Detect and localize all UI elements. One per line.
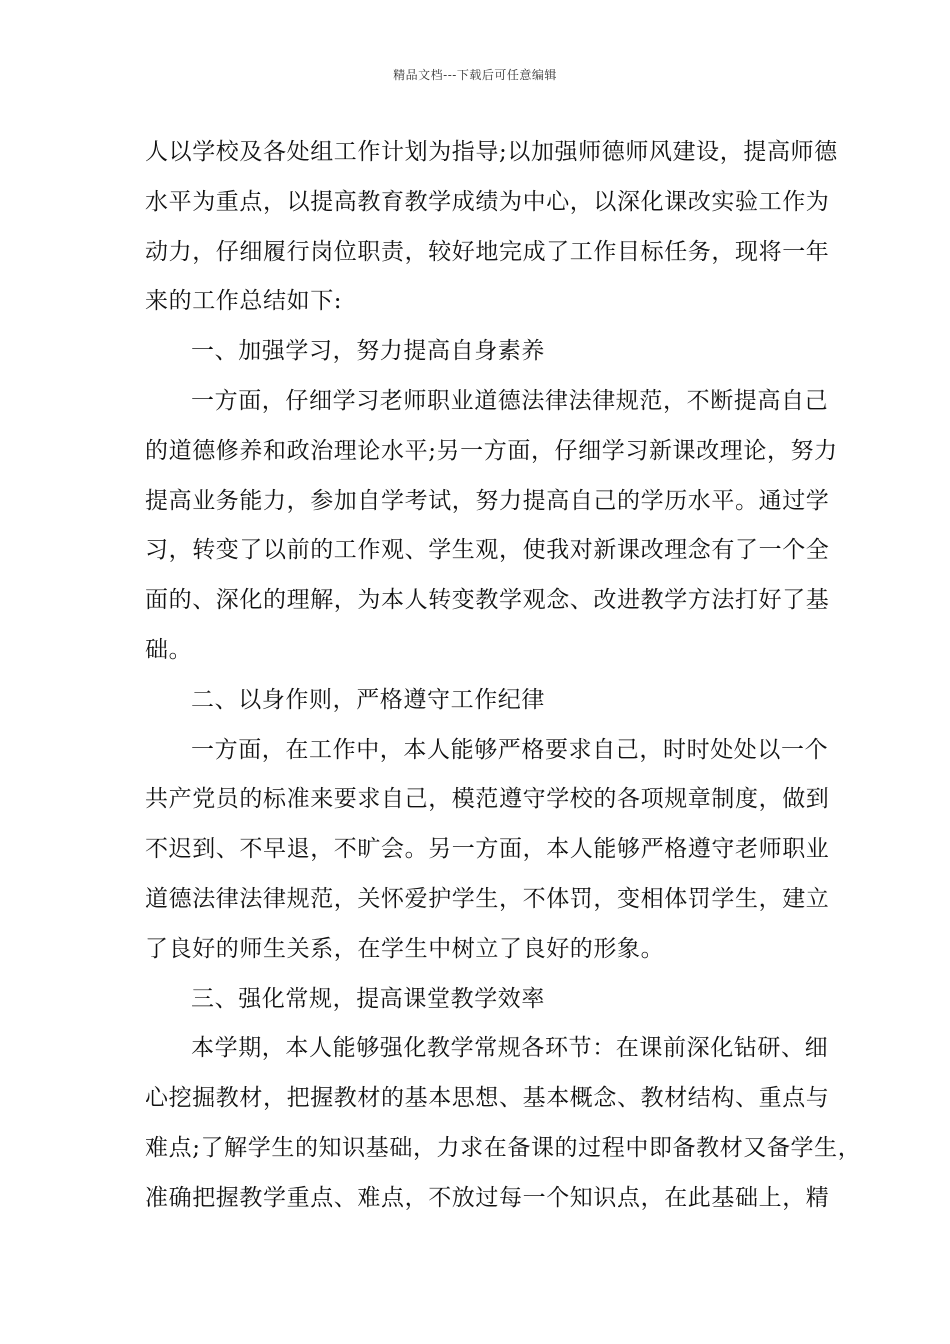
text-line: 来的工作总结如下: (145, 288, 343, 315)
section-heading: 一、加强学习，努力提高自身素养 (191, 338, 545, 365)
text-line: 习，转变了以前的工作观、学生观，使我对新课改理念有了一个全 (145, 537, 830, 564)
page-header: 精品文档---下载后可任意编辑 (393, 68, 557, 82)
text-line: 础。 (145, 636, 193, 663)
text-line: 动力，仔细履行岗位职责，较好地完成了工作目标任务，现将一年 (145, 238, 830, 265)
text-line: 了良好的师生关系，在学生中树立了良好的形象。 (145, 935, 665, 962)
text-line: 心挖掘教材，把握教材的基本思想、基本概念、教材结构、重点与 (145, 1085, 830, 1112)
text-line: 人以学校及各处组工作计划为指导;以加强师德师风建设，提高师德 (145, 139, 838, 165)
text-line: 准确把握教学重点、难点，不放过每一个知识点，在此基础上，精 (145, 1184, 830, 1211)
section-heading: 三、强化常规，提高课堂教学效率 (191, 985, 545, 1012)
text-line: 水平为重点，以提高教育教学成绩为中心，以深化课改实验工作为 (145, 188, 830, 215)
text-line: 本学期，本人能够强化教学常规各环节：在课前深化钻研、细 (191, 1035, 829, 1062)
text-line: 面的、深化的理解，为本人转变教学观念、改进教学方法打好了基 (145, 587, 830, 614)
text-line: 一方面，仔细学习老师职业道德法律法律规范，不断提高自己 (191, 387, 829, 414)
document-body (145, 128, 862, 1224)
text-line: 难点;了解学生的知识基础，力求在备课的过程中即备教材又备学生， (145, 1134, 862, 1161)
text-line: 共产党员的标准来要求自己，模范遵守学校的各项规章制度，做到 (145, 786, 830, 813)
text-line: 的道德修养和政治理论水平;另一方面，仔细学习新课改理论，努力 (145, 437, 838, 464)
text-line: 不迟到、不早退，不旷会。另一方面，本人能够严格遵守老师职业 (145, 836, 830, 863)
text-line: 一方面，在工作中，本人能够严格要求自己，时时处处以一个 (191, 736, 829, 763)
section-heading: 二、以身作则，严格遵守工作纪律 (191, 686, 545, 713)
text-line: 提高业务能力，参加自学考试，努力提高自己的学历水平。通过学 (145, 487, 830, 514)
text-line: 道德法律法律规范，关怀爱护学生，不体罚，变相体罚学生，建立 (145, 885, 830, 912)
